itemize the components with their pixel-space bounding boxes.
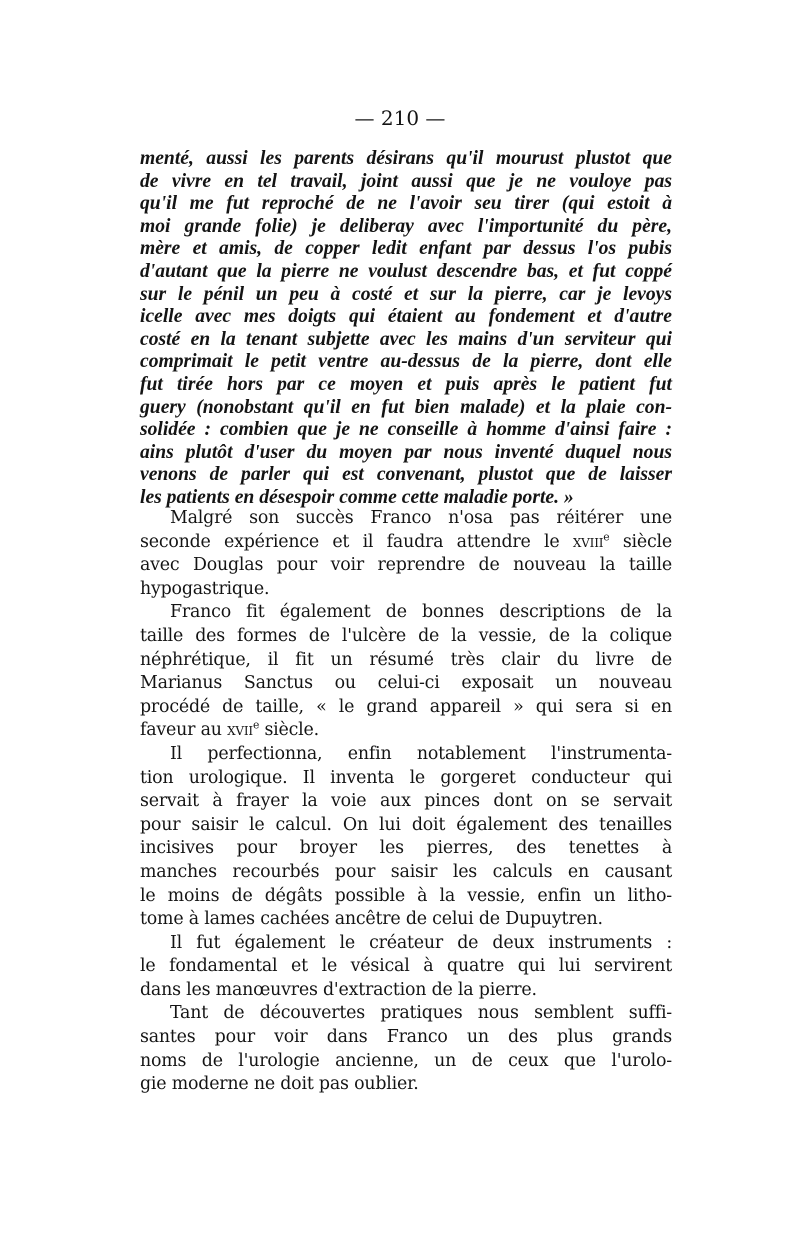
text-line: gie moderne ne doit pas oublier. [140,1074,419,1095]
quote-line: solidée : combien que je ne conseille à homme d'ainsi faire : [140,419,672,441]
text-line: Il fut également le créateur de deux instruments : [170,932,672,953]
quote-line: menté, aussi les parents désirans qu'il mourust plustot que [140,148,672,169]
quote-line: guery (nonobstant qu'il en fut bien malade) et la plaie con- [140,396,672,418]
text-line: santes pour voir dans Franco un des plus grands [140,1027,672,1048]
text-line: avec Douglas pour voir reprendre de nouveau la taille [140,555,672,576]
text-line: taille des formes de l'ulcère de la vessie, de la colique [140,625,672,646]
quote-line: d'autant que la pierre ne voulust descendre bas, et fut coppé [140,260,672,282]
text-line: Il perfectionna, enfin notablement l'instrumenta- [170,743,672,764]
text-line: incisives pour broyer les pierres, des tenettes à [140,838,672,859]
quote-line: moi grande folie) je deliberay avec l'importunité du père, [140,215,672,237]
superscript-e: e [603,530,610,544]
quote-line: icelle avec mes doigts qui étaient au fondement et d'autre [140,306,672,328]
text-line: noms de l'urologie ancienne, un de ceux que l'urolo- [140,1050,672,1071]
quote-line: de vivre en tel travail, joint aussi que je ne vouloye pas [140,170,672,192]
paragraph-douglas [140,507,672,601]
paragraph-descriptions [140,601,672,743]
century-numeral: xviii [572,531,604,552]
quote-line: fut tirée hors par ce moyen et puis après le patient fut [140,373,672,395]
century-numeral: xvii [227,720,253,741]
page-number: — 210 — [354,106,446,130]
text-line: pour saisir le calcul. On lui doit également des tenailles [140,814,672,835]
text-line: dans les manœuvres d'extraction de la pierre. [140,979,537,1000]
paragraph-creator [140,932,672,1003]
quote-line: venons de parler qui est convenant, plustot que de laisser [140,464,672,486]
quote-line: mère et amis, de copper ledit enfant par dessus l'os pubis [140,238,672,260]
superscript-e: e [252,718,260,732]
text-line: servait à frayer la voie aux pinces dont on se servait [140,791,672,812]
text-line: manches recourbés pour saisir les calculs en causant [140,861,672,882]
text-line [140,719,672,743]
quote-line: costé en la tenant subjette avec les mains d'un serviteur qui [140,328,672,350]
text-line: Malgré son succès Franco n'osa pas réitérer une [170,508,672,528]
text-line: hypogastrique. [140,578,270,599]
body-text [140,507,672,1097]
text-line: tome à lames cachées ancêtre de celui de Dupuytren. [140,909,603,930]
quote-line: les patients en désespoir comme cette maladie porte. » [140,486,574,508]
text-line: Marianus Sanctus ou celui-ci exposait un nouveau [140,673,672,694]
paragraph-conclusion [140,1002,672,1096]
text-fragment: siècle. [259,720,319,741]
text-line: Tant de découvertes pratiques nous semblent suffi- [170,1003,672,1024]
quoted-passage [140,148,672,510]
paragraph-instruments [140,743,672,932]
text-fragment: faveur au [140,720,228,741]
text-line: néphrétique, il fit un résumé très clair du livre de [140,649,672,670]
quote-line: ains plutôt d'user du moyen par nous inventé duquel nous [140,441,672,463]
text-line: Franco fit également de bonnes descriptions de la [170,602,672,623]
text-line: tion urologique. Il inventa le gorgeret conducteur qui [140,767,672,788]
text-line: le moins de dégâts possible à la vessie, enfin un litho- [140,885,672,906]
quote-line: qu'il me fut reproché de ne l'avoir seu tirer (qui estoit à [140,193,672,215]
text-fragment: seconde expérience et il faudra attendre le [140,531,573,552]
text-line [140,531,672,555]
text-line: procédé de taille, « le grand appareil » qui sera si en [140,696,672,717]
quote-line: sur le pénil un peu à costé et sur la pierre, car je levoys [140,283,672,305]
text-line: le fondamental et le vésical à quatre qui lui servirent [140,956,672,977]
quote-line: comprimait le petit ventre au-dessus de la pierre, dont elle [140,351,672,373]
text-fragment: siècle [609,531,672,552]
